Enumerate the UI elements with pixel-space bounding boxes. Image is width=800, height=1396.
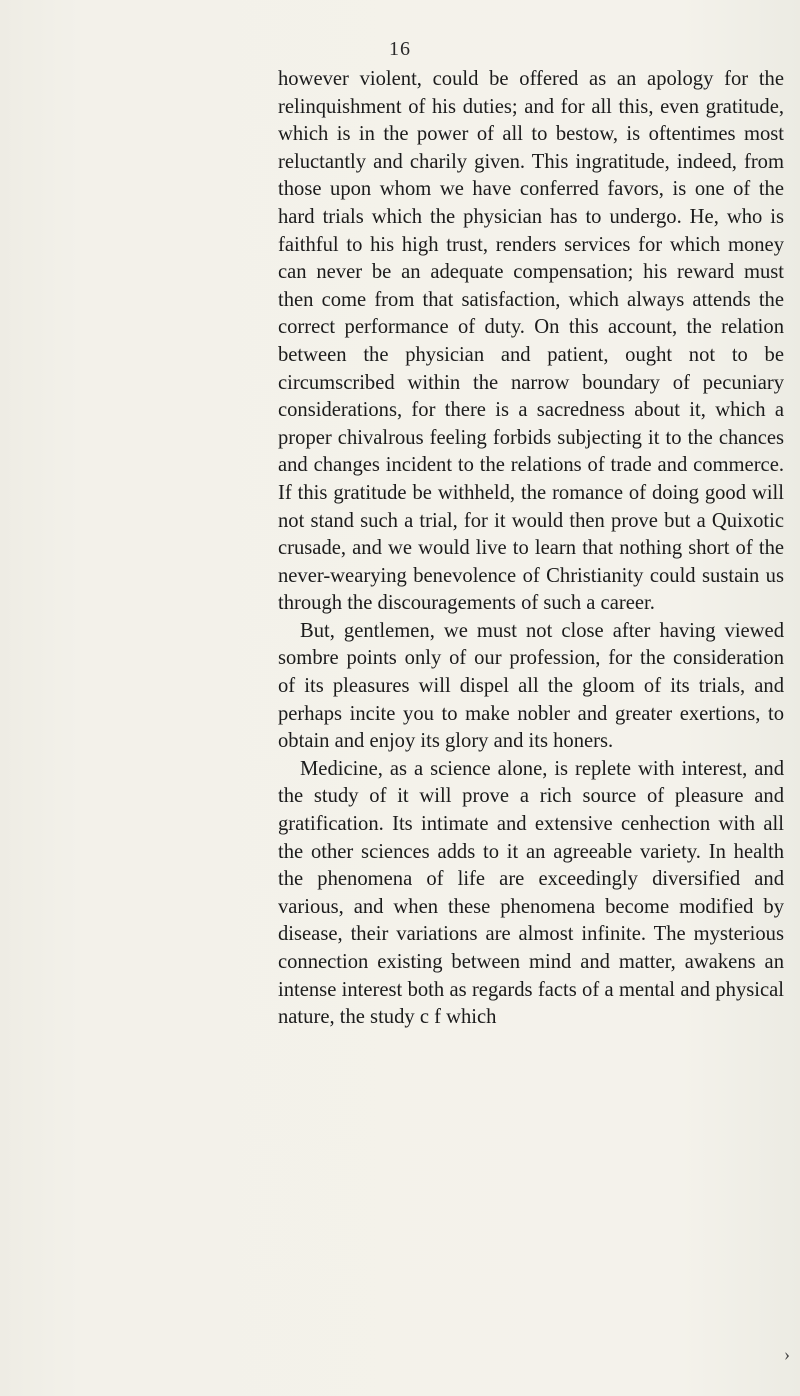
paragraph-2: But, gentlemen, we must not close after having viewed sombre points only of our profession, for the consideration of its pleasures will dispel all the gloom of its trials, and perhaps incite you to make nobler and greater exertions, to obtain and enjoy its glory and its honers. [278, 619, 784, 753]
page-number: 16 [389, 38, 411, 60]
paragraph-1: however violent, could be offered as an apology for the relinquishment of his duties; and for all this, even gratitude, which is in the power of all to bestow, is oftentimes most reluctantly and charily given. This ingratitude, indeed, from those upon whom we have conferred favors, is one of the hard trials which the physician has to undergo. He, who is faithful to his high trust, renders services for which money can never be an adequate compensation; his reward must then come from that satisfaction, which always attends the correct performance of duty. On this account, the relation between the physician and patient, ought not to be circumscribed within the narrow boundary of pecuniary considerations, for there is a sacredness about it, which a proper chivalrous feeling forbids subjecting it to the chances and changes incident to the relations of trade and commerce. If this gratitude be withheld, the romance of doing good will not stand such a trial, for it would then prove but a Quixotic crusade, and we would live to learn that nothing short of the never-wearying benevolence of Christianity could sustain us through the discouragements of such a career. [278, 68, 784, 615]
page-edge-mark: › [784, 1344, 790, 1364]
paragraph-3: Medicine, as a science alone, is replete with interest, and the study of it will prove a rich source of pleasure and gratification. Its intimate and extensive cenhection with all the other sciences adds to it an agreeable variety. In health the phenomena of life are exceedingly diversified and various, and when these phenomena become modified by disease, their variations are almost infinite. The mysterious connection existing between mind and matter, awakens an intense interest both as regards facts of a mental and physical nature, the study c f which [278, 757, 784, 1029]
body-text [278, 66, 784, 1032]
